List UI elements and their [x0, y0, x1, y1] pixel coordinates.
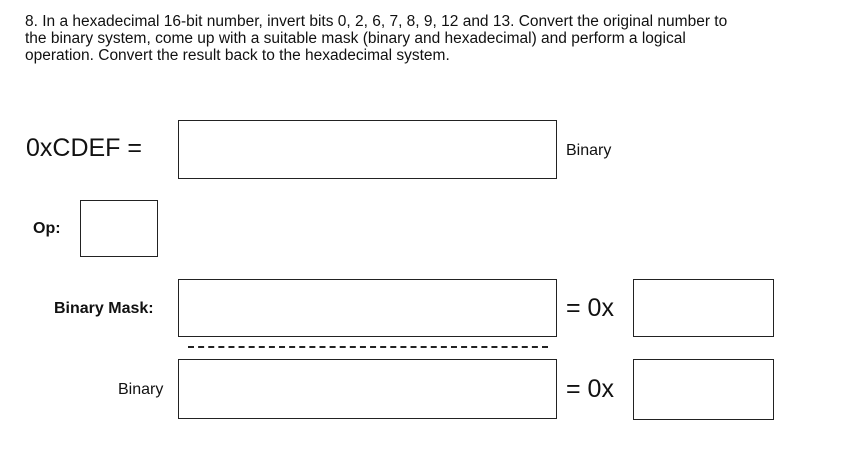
original-binary-input[interactable]: [178, 120, 557, 179]
result-binary-label: Binary: [118, 381, 164, 398]
question-text: 8. In a hexadecimal 16-bit number, invert bits 0, 2, 6, 7, 8, 9, 12 and 13. Convert the original number to the binary system, come up with a suitable mask (binary and hexadecimal) and perform a logical operation. Convert the result back to the hexadecimal system.: [25, 13, 728, 64]
op-input[interactable]: [80, 200, 158, 257]
mask-hex-input[interactable]: [633, 279, 774, 337]
result-hex-input[interactable]: [633, 359, 774, 420]
result-hex-prefix: = 0x: [566, 375, 614, 403]
op-label: Op:: [33, 220, 61, 237]
operation-divider-line: [188, 346, 548, 348]
original-number-label: 0xCDEF =: [26, 134, 143, 162]
binary-mask-label: Binary Mask:: [54, 300, 154, 317]
mask-binary-input[interactable]: [178, 279, 557, 337]
mask-hex-prefix: = 0x: [566, 294, 614, 322]
binary-side-label: Binary: [566, 142, 612, 159]
result-binary-input[interactable]: [178, 359, 557, 419]
